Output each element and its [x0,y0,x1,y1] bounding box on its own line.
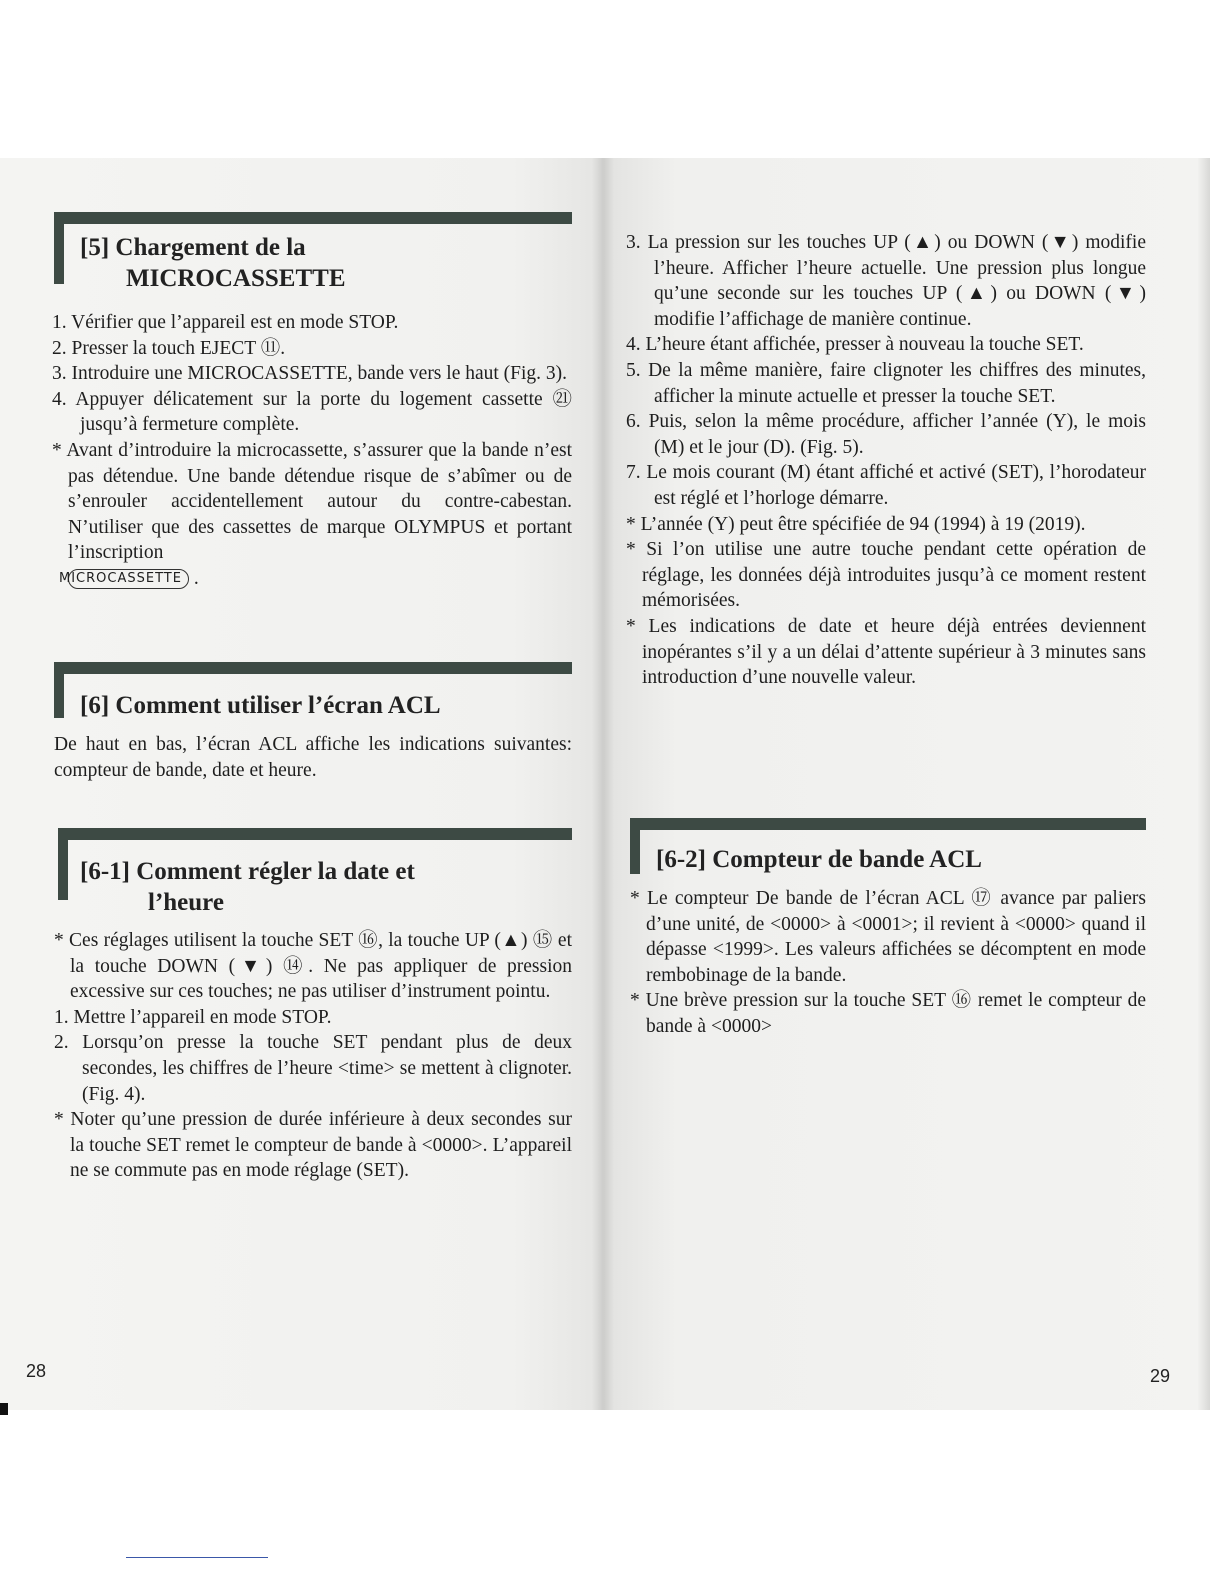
heading-bar [54,662,572,674]
list-item: 1. Mettre l’appareil en mode STOP. [54,1006,332,1028]
heading-bar [54,212,572,224]
footer-rule [126,1557,268,1558]
list-item-note: * L’année (Y) peut être spécifiée de 94 (1994) à 19 (2019). [626,513,1086,535]
heading-bar [630,818,1146,830]
scan-edge-mark [0,1403,8,1415]
heading-marker [630,818,640,874]
section-6-2-body [630,886,1146,1040]
list-item: 1. Vérifier que l’appareil est en mode STOP. [52,312,399,333]
heading-marker [54,212,64,284]
heading-line: [6-2] Compteur de bande ACL [656,846,982,873]
list-item: 6. Puis, selon la même procédure, afficher l’année (Y), le mois (M) et le jour (D). (Fig. 5). [626,411,1146,458]
section-heading-6 [54,662,572,722]
paragraph: De haut en bas, l’écran ACL affiche les indications suivantes: compteur de bande, date et heure. [54,734,572,781]
heading-title [656,844,982,875]
section-6-1-body [54,928,572,1184]
heading-line: [6] Comment utiliser l’écran ACL [80,692,441,719]
section-heading-5 [54,212,572,292]
page-gutter [592,158,614,1410]
note-text: * Avant d’introduire la microcassette, s’assurer que la bande n’est pas détendue. Une bande détendue risque de s’abîmer ou de s’enrouler accidentellement autour du contre-cabestan. N’utiliser que des cassettes de marque OLYMPUS et portant l’inscription [52,439,572,564]
heading-title [80,856,415,918]
page-number-right: 29 [1150,1366,1171,1386]
list-item-note: * Une brève pression sur la touche SET ⑯ remet le compteur de bande à <0000> [630,990,1146,1037]
list-item-note: * Avant d’introduire la microcassette, s’assurer que la bande n’est pas détendue. Une bande détendue risque de s’abîmer ou de s’enrouler accidentellement autour du contre-cabestan. N’utiliser que des cassettes de marque OLYMPUS et portant l’inscription MICROCASSETTE . [52,439,572,589]
list-item: 2. Lorsqu’on presse la touche SET pendant plus de deux secondes, les chiffres de l’heure <time> se mettent à clignoter. (Fig. 4). [54,1032,572,1105]
heading-marker [54,662,64,718]
section-6-body [54,732,572,783]
heading-line: [5] Chargement de la [80,234,306,261]
heading-bar [58,828,572,840]
page-edge [1198,158,1210,1410]
right-page-steps [626,230,1146,691]
heading-title [80,690,441,721]
list-item: 2. Presser la touch EJECT ⑪. [52,337,286,359]
list-item: 4. Appuyer délicatement sur la porte du logement cassette ㉑ jusqu’à fermeture complète. [52,388,572,436]
section-5-body [52,310,572,592]
list-item-note: * Le compteur De bande de l’écran ACL ⑰ avance par paliers d’une unité, de <0000> à <0001>; il revient à <0000> quand il dépasse <1999>. Les valeurs affichées se décomptent en mode rembobinage de la bande. [630,888,1146,986]
list-item-note: * Les indications de date et heure déjà entrées deviennent inopérantes s’il y a un délai d’attente supérieur à 3 minutes sans introduction d’une nouvelle valeur. [626,615,1146,689]
list-item-note: * Noter qu’une pression de durée inférieure à deux secondes sur la touche SET remet le compteur de bande à <0000>. L’appareil ne se commute pas en mode réglage (SET). [54,1109,572,1182]
heading-title [80,232,346,294]
list-item: 7. Le mois courant (M) étant affiché et activé (SET), l’horodateur est réglé et l’horloge démarre. [626,462,1146,509]
list-item: 3. Introduire une MICROCASSETTE, bande vers le haut (Fig. 3). [52,363,568,385]
section-heading-6-1 [58,828,572,916]
section-heading-6-2 [630,818,1146,878]
list-item: 5. De la même manière, faire clignoter les chiffres des minutes, afficher la minute actuelle et presser la touche SET. [626,359,1146,407]
list-item: 3. La pression sur les touches UP (▲) ou DOWN (▼) modifie l’heure. Afficher l’heure actuelle. Une pression plus longue qu’une seconde sur les touches UP (▲) ou DOWN (▼) modifie l’affichage de manière continue. [626,232,1146,330]
list-item: 4. L’heure étant affichée, presser à nouveau la touche SET. [626,334,1084,356]
heading-line: [6-1] Comment régler la date et [80,858,415,885]
heading-line: l’heure [148,889,224,916]
list-item-note: * Ces réglages utilisent la touche SET ⑯, la touche UP (▲) ⑮ et la touche DOWN (▼) ⑭. Ne pas appliquer de pression excessive sur ces touches; ne pas utiliser d’instrument pointu. [54,930,572,1003]
heading-line: MICROCASSETTE [126,265,346,292]
page-number-left: 28 [26,1361,47,1381]
microcassette-logo: MICROCASSETTE [68,569,189,589]
heading-marker [58,828,68,900]
list-item-note: * Si l’on utilise une autre touche pendant cette opération de réglage, les données déjà introduites jusqu’à ce moment restent mémorisées. [626,539,1146,612]
